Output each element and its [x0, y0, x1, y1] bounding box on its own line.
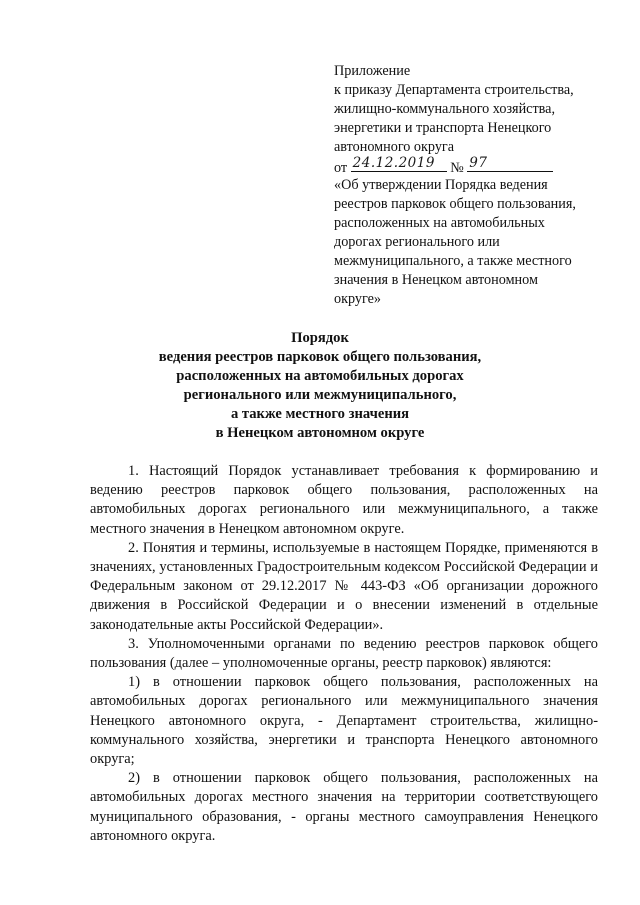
appendix-line: Приложение [334, 63, 411, 79]
title-line: расположенных на автомобильных дорогах [176, 368, 464, 384]
document-body [90, 462, 598, 846]
appendix-subject-line: дорогах регионального или [334, 234, 500, 250]
appendix-block [334, 62, 604, 309]
paragraph-1: 1. Настоящий Порядок устанавливает требования к формированию и ведению реестров парковок общего пользования, расположенных на автомобильных дорогах регионального или межмуниципального, а также местного значения в Ненецком автономном округе. [90, 463, 598, 537]
appendix-subject-line: межмуниципального, а также местного [334, 253, 572, 269]
paragraph-2: 2. Понятия и термины, используемые в настоящем Порядке, применяются в значениях, установленных Градостроительным кодексом Российской Федерации и Федеральным законом от 29.12.2017 № 443-ФЗ «Об организации дорожного движения в Российской Федерации и о внесении изменений в отдельные законодательные акты Российской Федерации». [90, 539, 598, 633]
title-line: а также местного значения [230, 406, 410, 422]
appendix-line: жилищно-коммунального хозяйства, [334, 101, 556, 117]
appendix-subject-line: округе» [334, 291, 382, 307]
title-line: в Ненецком автономном округе [215, 425, 425, 441]
paragraph-3-item-1: 1) в отношении парковок общего пользования, расположенных на автомобильных дорогах регионального или межмуниципального значения Ненецкого автономного округа, - Департамент строительства, жилищно-коммунального хозяйства, энергетики и транспорта Ненецкого автономного округа; [90, 674, 598, 768]
appendix-subject-line: реестров парковок общего пользования, [334, 196, 576, 212]
title-line: ведения реестров парковок общего пользования, [158, 349, 482, 365]
order-date-field [351, 157, 447, 172]
order-prefix: от [334, 160, 348, 176]
appendix-line: к приказу Департамента строительства, [334, 82, 574, 98]
order-number: 97 [469, 155, 488, 171]
order-date: 24.12.2019 [352, 155, 435, 171]
appendix-line: автономного округа [334, 139, 455, 155]
order-reference [334, 157, 604, 176]
document-title [100, 329, 540, 443]
appendix-subject-line: значения в Ненецком автономном [334, 272, 538, 288]
appendix-subject-line: «Об утверждении Порядка ведения [334, 177, 548, 193]
title-line: Порядок [291, 330, 349, 346]
title-line: регионального или межмуниципального, [183, 387, 457, 403]
paragraph-3-item-2: 2) в отношении парковок общего пользования, расположенных на автомобильных дорогах местного значения на территории соответствующего муниципального образования, - органы местного самоуправления Ненецкого автономного округа. [90, 770, 598, 844]
order-number-sign: № [450, 160, 464, 176]
appendix-subject-line: расположенных на автомобильных [334, 215, 545, 231]
appendix-line: энергетики и транспорта Ненецкого [334, 120, 552, 136]
order-number-field [467, 157, 553, 172]
paragraph-3: 3. Уполномоченными органами по ведению реестров парковок общего пользования (далее – уполномоченные органы, реестр парковок) являются: [90, 635, 598, 672]
